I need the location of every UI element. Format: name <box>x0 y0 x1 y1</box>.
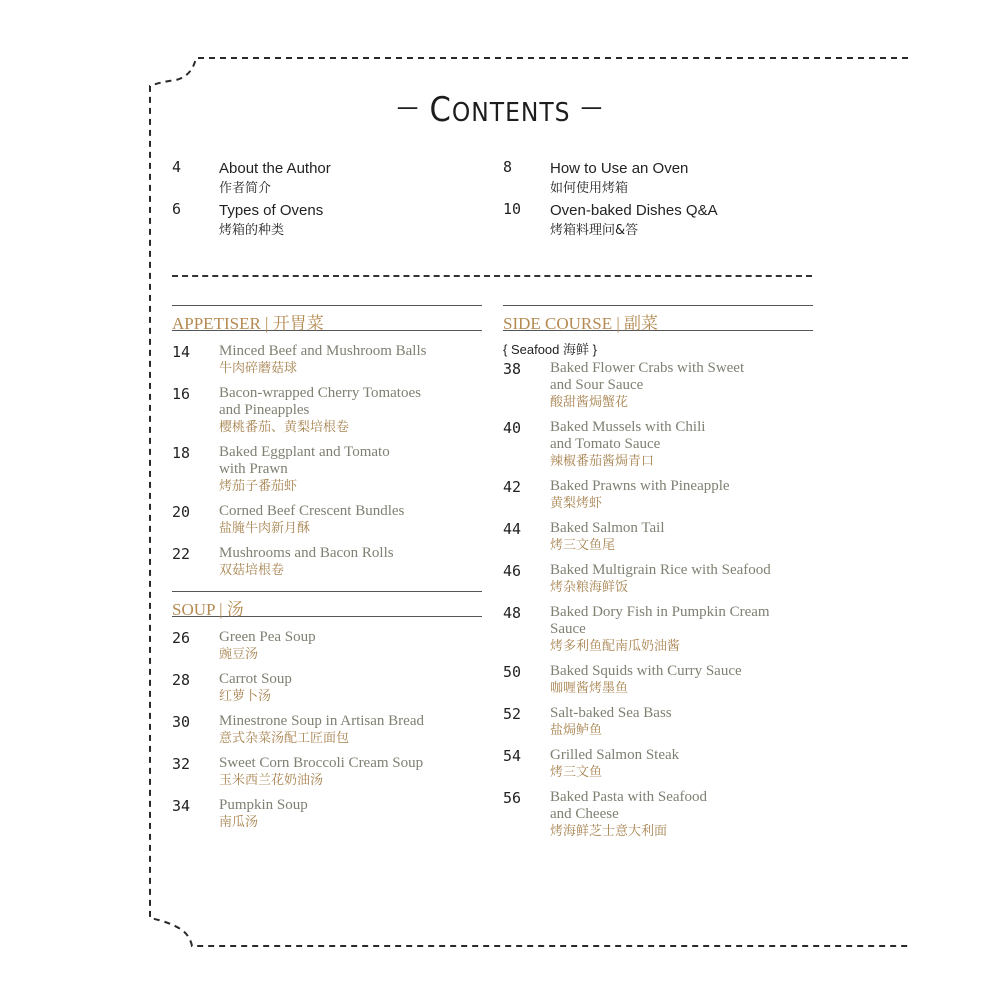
page-number: 40 <box>503 419 522 437</box>
section-heading-soup <box>172 591 482 617</box>
title-word: CONTENTS <box>429 90 571 130</box>
page-number: 34 <box>172 797 191 815</box>
item-title-en: Corned Beef Crescent Bundles <box>219 503 405 519</box>
item-title-zh: 豌豆汤 <box>219 647 259 662</box>
item-title-zh: 烤杂粮海鲜饭 <box>550 580 629 595</box>
list-item[interactable] <box>172 545 482 579</box>
item-title-en: Baked Flower Crabs with Sweet <box>550 360 745 376</box>
item-title-en: Pumpkin Soup <box>219 797 308 813</box>
list-item[interactable] <box>172 444 482 495</box>
item-title-en: Baked Pasta with Seafood <box>550 789 708 805</box>
item-title-en: Types of Ovens <box>219 202 324 219</box>
page-number: 14 <box>172 343 191 361</box>
item-title-zh: 烤三文鱼 <box>550 765 603 780</box>
list-item[interactable] <box>503 663 813 697</box>
item-title-en: Baked Prawns with Pineapple <box>550 478 730 494</box>
list-item[interactable] <box>172 629 482 663</box>
item-title-zh: 樱桃番茄、黄梨培根卷 <box>219 420 350 435</box>
page-number: 8 <box>503 158 513 176</box>
item-title-en: Grilled Salmon Steak <box>550 747 680 763</box>
page-number: 46 <box>503 562 522 580</box>
item-title-zh: 意式杂菜汤配工匠面包 <box>219 731 350 746</box>
list-item[interactable] <box>503 562 813 596</box>
item-title-en: Baked Multigrain Rice with Seafood <box>550 562 771 578</box>
item-title-zh: 双菇培根卷 <box>219 563 285 578</box>
item-title-en: Baked Squids with Curry Sauce <box>550 663 742 679</box>
item-title-zh: 烤箱料理问&答 <box>550 223 639 238</box>
page-number: 4 <box>172 158 182 176</box>
page-number: 22 <box>172 545 191 563</box>
list-item[interactable] <box>503 789 813 840</box>
list-item[interactable] <box>503 705 813 739</box>
list-item[interactable] <box>172 797 482 831</box>
section-heading-appetiser <box>172 305 482 331</box>
appetiser-list <box>172 343 482 579</box>
item-title-zh: 盐焗鲈鱼 <box>550 723 603 738</box>
item-title-en: Salt-baked Sea Bass <box>550 705 672 721</box>
item-title-en: with Prawn <box>219 461 288 477</box>
list-item[interactable] <box>172 713 482 747</box>
item-title-en: Sauce <box>550 621 586 637</box>
item-title-zh: 南瓜汤 <box>219 815 259 830</box>
list-item[interactable] <box>172 343 482 377</box>
section-heading-label: APPETISER | 开胃菜 <box>172 314 324 333</box>
item-title-zh: 牛肉碎蘑菇球 <box>219 361 298 376</box>
section-divider <box>172 275 812 277</box>
list-item[interactable] <box>503 747 813 781</box>
list-item[interactable] <box>172 671 482 705</box>
section-subheading-seafood: { Seafood 海鲜 } <box>503 342 597 357</box>
item-title-en: and Tomato Sauce <box>550 436 661 452</box>
right-column <box>503 305 813 848</box>
page-title: — CONTENTS — <box>396 90 604 130</box>
item-title-en: Baked Salmon Tail <box>550 520 665 536</box>
section-heading-label: SIDE COURSE | 副菜 <box>503 314 659 333</box>
page-number: 20 <box>172 503 191 521</box>
page-number: 48 <box>503 604 522 622</box>
page-number: 38 <box>503 360 522 378</box>
page-number: 44 <box>503 520 522 538</box>
page-number: 18 <box>172 444 191 462</box>
item-title-zh: 酸甜酱焗蟹花 <box>550 395 629 410</box>
list-item[interactable] <box>503 419 813 470</box>
page-number: 54 <box>503 747 522 765</box>
item-title-zh: 烤海鲜芝士意大利面 <box>550 824 668 839</box>
list-item[interactable] <box>503 478 813 512</box>
item-title-en: Baked Dory Fish in Pumpkin Cream <box>550 604 770 620</box>
list-item[interactable] <box>172 503 482 537</box>
item-title-en: Green Pea Soup <box>219 629 316 645</box>
list-item[interactable] <box>503 604 813 655</box>
page-number: 32 <box>172 755 191 773</box>
item-title-zh: 黄梨烤虾 <box>550 496 603 511</box>
item-title-en: Carrot Soup <box>219 671 292 687</box>
list-item[interactable] <box>503 360 813 411</box>
page-number: 10 <box>503 200 522 218</box>
page-number: 52 <box>503 705 522 723</box>
item-title-en: Minestrone Soup in Artisan Bread <box>219 713 424 729</box>
side-course-list <box>503 360 813 840</box>
item-title-zh: 作者简介 <box>219 181 272 196</box>
item-title-en: How to Use an Oven <box>550 160 689 177</box>
list-item[interactable] <box>503 520 813 554</box>
page-number: 16 <box>172 385 191 403</box>
item-title-zh: 如何使用烤箱 <box>550 181 629 196</box>
item-title-en: Bacon-wrapped Cherry Tomatoes <box>219 385 421 401</box>
item-title-en: and Pineapples <box>219 402 310 418</box>
page-number: 30 <box>172 713 191 731</box>
soup-list <box>172 629 482 831</box>
page-number: 26 <box>172 629 191 647</box>
item-title-zh: 烤茄子番茄虾 <box>219 479 298 494</box>
list-item[interactable] <box>172 755 482 789</box>
item-title-zh: 咖喱酱烤墨鱼 <box>550 681 629 696</box>
page-number: 28 <box>172 671 191 689</box>
item-title-en: Baked Eggplant and Tomato <box>219 444 390 460</box>
item-title-en: Oven-baked Dishes Q&A <box>550 202 718 219</box>
item-title-en: Baked Mussels with Chili <box>550 419 706 435</box>
item-title-en: and Cheese <box>550 806 619 822</box>
section-heading-side-course <box>503 305 813 331</box>
item-title-en: Sweet Corn Broccoli Cream Soup <box>219 755 424 771</box>
item-title-zh: 辣椒番茄酱焗青口 <box>550 454 655 469</box>
page-number: 6 <box>172 200 182 218</box>
item-title-zh: 烤多利鱼配南瓜奶油酱 <box>550 639 681 654</box>
item-title-en: Mushrooms and Bacon Rolls <box>219 545 394 561</box>
item-title-zh: 烤三文鱼尾 <box>550 538 616 553</box>
item-title-en: and Sour Sauce <box>550 377 644 393</box>
page-number: 56 <box>503 789 522 807</box>
item-title-zh: 玉米西兰花奶油汤 <box>219 773 324 788</box>
page-number: 50 <box>503 663 522 681</box>
item-title-en: About the Author <box>219 160 331 177</box>
item-title-zh: 烤箱的种类 <box>219 223 285 238</box>
page-number: 42 <box>503 478 522 496</box>
item-title-zh: 盐腌牛肉新月酥 <box>219 521 311 536</box>
section-heading-label: SOUP | 汤 <box>172 600 244 619</box>
item-title-zh: 红萝卜汤 <box>219 689 272 704</box>
list-item[interactable] <box>172 385 482 436</box>
item-title-en: Minced Beef and Mushroom Balls <box>219 343 427 359</box>
left-column <box>172 305 482 839</box>
